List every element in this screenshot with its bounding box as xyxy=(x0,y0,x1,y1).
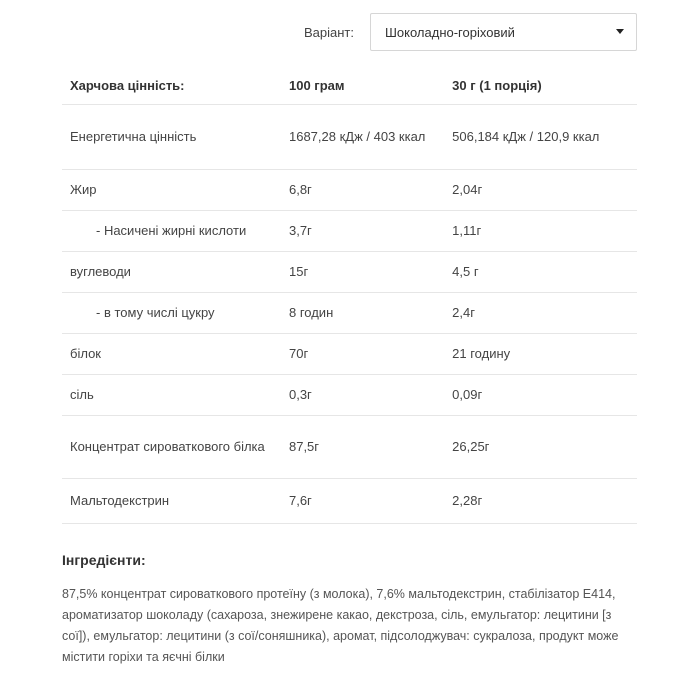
nutrient-name: Енергетична цінність xyxy=(62,105,281,170)
nutrient-per-100g: 6,8г xyxy=(281,170,444,211)
nutrient-per-serving: 2,04г xyxy=(444,170,637,211)
ingredients-title: Інгредієнти: xyxy=(62,552,146,568)
table-row xyxy=(62,479,637,524)
nutrition-table xyxy=(62,66,637,524)
table-row xyxy=(62,252,637,293)
nutrient-per-100g: 3,7г xyxy=(281,211,444,252)
nutrient-name: Мальтодекстрин xyxy=(62,479,281,524)
nutrient-per-serving: 1,11г xyxy=(444,211,637,252)
nutrient-name: - Насичені жирні кислоти xyxy=(62,211,281,252)
nutrient-per-100g: 1687,28 кДж / 403 ккал xyxy=(281,105,444,170)
nutrient-per-serving: 26,25г xyxy=(444,416,637,479)
nutrient-per-100g: 70г xyxy=(281,334,444,375)
nutrient-per-serving: 2,28г xyxy=(444,479,637,524)
table-row xyxy=(62,334,637,375)
table-row xyxy=(62,293,637,334)
nutrient-per-100g: 8 годин xyxy=(281,293,444,334)
header-nutrition-value: Харчова цінність: xyxy=(62,66,281,105)
header-per-serving: 30 г (1 порція) xyxy=(444,66,637,105)
nutrient-name: білок xyxy=(62,334,281,375)
nutrient-per-serving: 2,4г xyxy=(444,293,637,334)
table-row xyxy=(62,211,637,252)
ingredients-text: 87,5% концентрат сироваткового протеїну (з молока), 7,6% мальтодекстрин, стабілізатор Е414, ароматизатор шоколаду (сахароза, знежирене какао, декстроза, сіль, емульгатор: лецитини [з сої]), емульгатор: лецитини (з сої/соняшника), аромат, підсолоджувач: сукралоза, продукт може містити горіхи та яєчні білки xyxy=(62,587,619,664)
nutrient-name: Концентрат сироваткового білка xyxy=(62,416,281,479)
nutrient-per-serving: 0,09г xyxy=(444,375,637,416)
nutrient-name: вуглеводи xyxy=(62,252,281,293)
nutrient-name: Жир xyxy=(62,170,281,211)
nutrient-name: - в тому числі цукру xyxy=(62,293,281,334)
variant-selected-value: Шоколадно-горіховий xyxy=(385,24,515,40)
nutrient-per-100g: 15г xyxy=(281,252,444,293)
table-row xyxy=(62,170,637,211)
table-row xyxy=(62,416,637,479)
variant-selector-row xyxy=(300,12,637,52)
header-per-100g: 100 грам xyxy=(281,66,444,105)
chevron-down-icon xyxy=(616,29,624,34)
nutrient-per-serving: 4,5 г xyxy=(444,252,637,293)
variant-label: Варіант: xyxy=(304,24,354,40)
nutrition-header-row xyxy=(62,66,637,105)
nutrient-name: сіль xyxy=(62,375,281,416)
nutrient-per-100g: 7,6г xyxy=(281,479,444,524)
nutrient-per-100g: 87,5г xyxy=(281,416,444,479)
nutrient-per-100g: 0,3г xyxy=(281,375,444,416)
nutrient-per-serving: 506,184 кДж / 120,9 ккал xyxy=(444,105,637,170)
variant-dropdown[interactable] xyxy=(370,13,637,51)
table-row xyxy=(62,105,637,170)
table-row xyxy=(62,375,637,416)
nutrient-per-serving: 21 годину xyxy=(444,334,637,375)
